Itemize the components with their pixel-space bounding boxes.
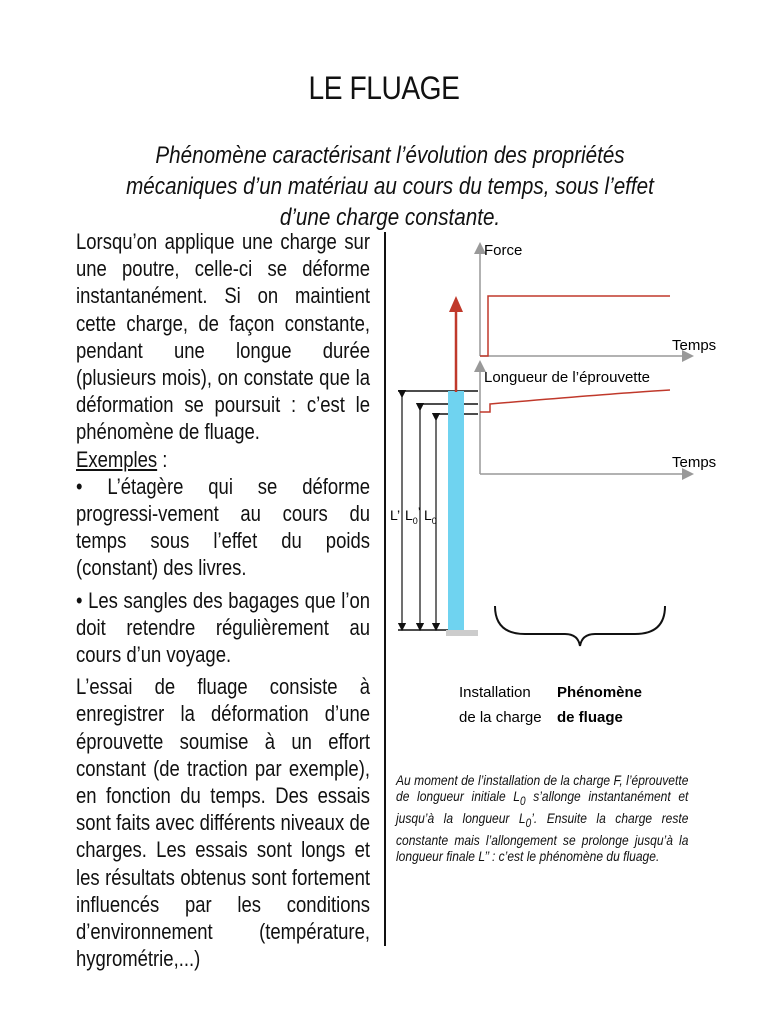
installation-label-1: Installation — [459, 684, 531, 701]
creep-brace — [495, 606, 665, 646]
phenomene-label-1: Phénomène — [557, 684, 643, 701]
time-axis-label-1: Temps — [672, 337, 717, 354]
time-axis-label-2: Temps — [672, 454, 717, 471]
length-creep-curve — [480, 390, 670, 412]
installation-label-2: de la charge — [459, 709, 542, 726]
length-axis-label: Longueur de l’éprouvette — [484, 369, 650, 386]
examples-heading: Exemples — [76, 446, 158, 472]
essai-paragraph: L’essai de fluage consiste à enregistrer la déformation d’une éprouvette soumise à un effort constant (de traction par exemple), en fonction du temps. Des essais sont faits avec différents niveaux de charges. Les essais sont longs et les résultats obtenus sont fortement influencés par les conditions d’environnement (température, hygrométrie,...) — [76, 674, 370, 972]
subtitle: Phénomène caractérisant l’évolution des propriétés mécaniques d’un matériau au cours du temps, sous l’effet d’une charge constante. — [126, 142, 654, 231]
examples-colon: : — [157, 446, 168, 472]
force-arrow-head — [449, 296, 463, 312]
force-axis-label: Force — [484, 242, 523, 259]
page-title: LE FLUAGE — [308, 70, 460, 106]
dim-label-l0prime: $L_0$’ — [405, 505, 421, 526]
specimen-base — [446, 630, 478, 636]
dim-label-l0: $L_0$ — [424, 507, 437, 526]
phenomene-label-2: de fluage — [557, 709, 623, 726]
example-item: • L’étagère qui se déforme progressi-vement au cours du temps sous l’effet du poids (constant) des livres. — [76, 473, 370, 581]
diagram-caption: Au moment de l’installation de la charge F, l’éprouvette de longueur initiale $L_0$ s’allonge instantanément et jusqu’à la longueur $L_0$’. Ensuite la charge reste constante mais l’allongement se prolonge jusqu’à la longueur finale L’’ : c’est le phénomène du fluage. — [396, 772, 689, 865]
force-step-curve — [480, 296, 670, 356]
dim-label-lfinal: L’ — [390, 507, 401, 523]
specimen-bar — [448, 391, 464, 630]
intro-paragraph: Lorsqu’on applique une charge sur une poutre, celle-ci se déforme instantanément. Si on maintient cette charge, de façon constante, pendant une longue durée (plusieurs mois), on constate que la déformation se poursuit : c’est le phénomène de fluage. — [76, 229, 370, 445]
example-item: • Les sangles des bagages que l’on doit retendre régulièrement au cours d’un voyage. — [76, 587, 370, 668]
